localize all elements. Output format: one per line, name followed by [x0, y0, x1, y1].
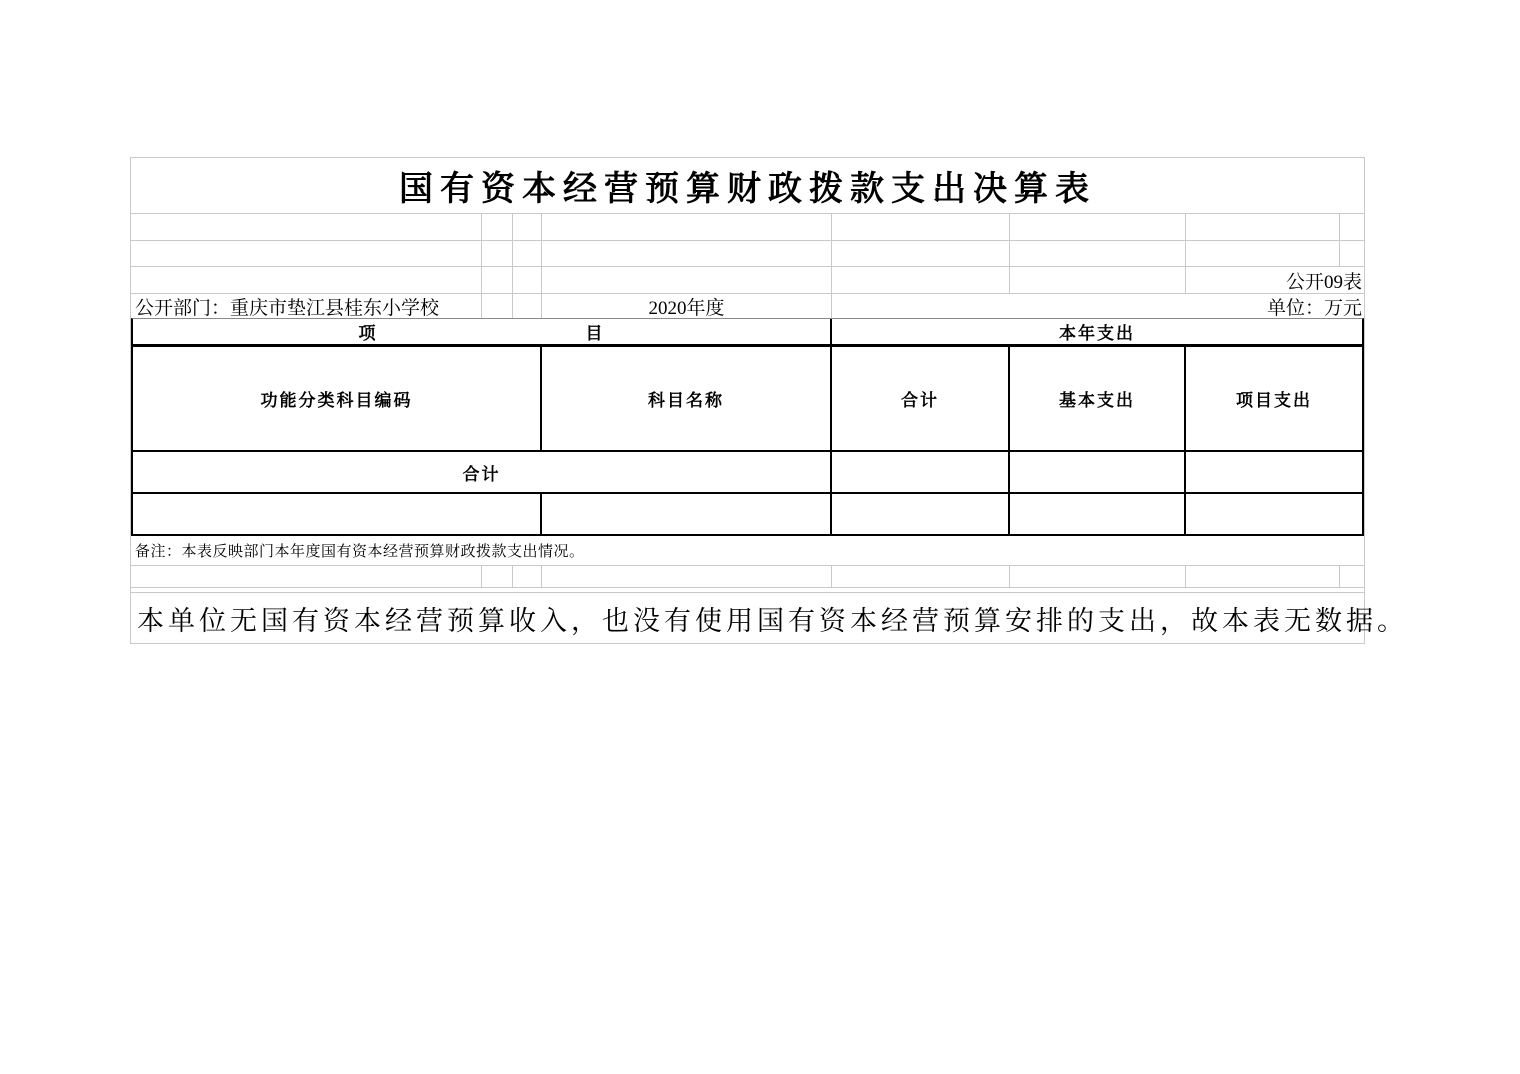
grid-cell: [482, 214, 513, 240]
grid-cell: [832, 214, 1010, 240]
table-data-row: [133, 494, 1362, 534]
grid-cell: [1340, 214, 1364, 240]
grid-cell: [482, 566, 513, 587]
grid-cell: [513, 267, 542, 293]
remark-row: [131, 536, 1364, 566]
grid-cell: [542, 566, 832, 587]
grid-cell: [832, 566, 1010, 587]
table-group-header-row: [133, 319, 1362, 347]
grid-cell: [513, 294, 542, 318]
grid-cell: [482, 241, 513, 266]
data-row-project-cell: [1186, 494, 1362, 534]
table-column-header-row: [133, 347, 1362, 452]
grid-cell: [1010, 241, 1186, 266]
grid-cell: [131, 566, 482, 587]
grid-cell: [131, 267, 482, 293]
report-sheet: [130, 157, 1408, 644]
group-header-item-right: 目: [585, 324, 605, 343]
statement-block: [131, 592, 1408, 643]
grid-cell: [1010, 267, 1186, 293]
grid-cell: [1340, 241, 1364, 266]
group-header-expense: 本年支出: [1059, 324, 1135, 343]
grid-row-empty-1: [131, 214, 1364, 241]
title-row: [131, 158, 1364, 214]
total-row-project-cell: [1186, 452, 1362, 492]
data-row-name-cell: [542, 494, 832, 534]
grid-cell: [832, 241, 1010, 266]
grid-cell: [482, 267, 513, 293]
grid-cell: [1186, 214, 1340, 240]
col-header-code: 功能分类科目编码: [133, 347, 542, 450]
table-total-row: [133, 452, 1362, 494]
page-title: 国有资本经营预算财政拨款支出决算表: [399, 170, 1096, 208]
group-header-item-left: 项: [358, 324, 378, 343]
group-header-item-split: [133, 319, 830, 344]
department-label: 公开部门：重庆市垫江县桂东小学校: [131, 294, 482, 318]
col-header-name: 科目名称: [542, 347, 832, 450]
fiscal-year-label: 2020年度: [542, 294, 832, 318]
grid-cell: [542, 241, 832, 266]
grid-cell: [131, 241, 482, 266]
remark-text: 备注：本表反映部门本年度国有资本经营预算财政拨款支出情况。: [135, 544, 585, 560]
table-code-label: 公开09表: [1285, 271, 1362, 293]
grid-cell: [832, 267, 1010, 293]
grid-cell: [513, 241, 542, 266]
grid-cell: [1010, 566, 1186, 587]
grid-row-empty-3: [131, 566, 1364, 588]
grid-cell: [131, 214, 482, 240]
grid-cell: [542, 214, 832, 240]
grid-cell: [513, 566, 542, 587]
statement-text: 本单位无国有资本经营预算收入，也没有使用国有资本经营预算安排的支出，故本表无数据。: [137, 605, 1408, 636]
grid-cell: [1340, 566, 1364, 587]
col-header-project: 项目支出: [1236, 391, 1312, 410]
col-header-total: 合计: [832, 347, 1010, 450]
total-row-total-cell: [832, 452, 1010, 492]
meta-row: [131, 294, 1364, 318]
data-row-basic-cell: [1010, 494, 1186, 534]
grid-cell: [1186, 566, 1340, 587]
total-row-basic-cell: [1010, 452, 1186, 492]
col-header-basic: 基本支出: [1010, 347, 1186, 450]
grid-cell: [513, 214, 542, 240]
grid-cell: [542, 267, 832, 293]
grid-cell: [1010, 214, 1186, 240]
grid-cell: [482, 294, 513, 318]
expense-table: [131, 318, 1364, 536]
grid-cell: [1186, 241, 1340, 266]
unit-label: 单位：万元: [1266, 297, 1362, 319]
data-row-total-cell: [832, 494, 1010, 534]
total-row-label: 合计: [133, 452, 832, 492]
group-header-item: [133, 319, 832, 344]
data-row-code-cell: [133, 494, 542, 534]
table-code-row: [131, 267, 1364, 294]
grid-row-empty-2: [131, 241, 1364, 267]
